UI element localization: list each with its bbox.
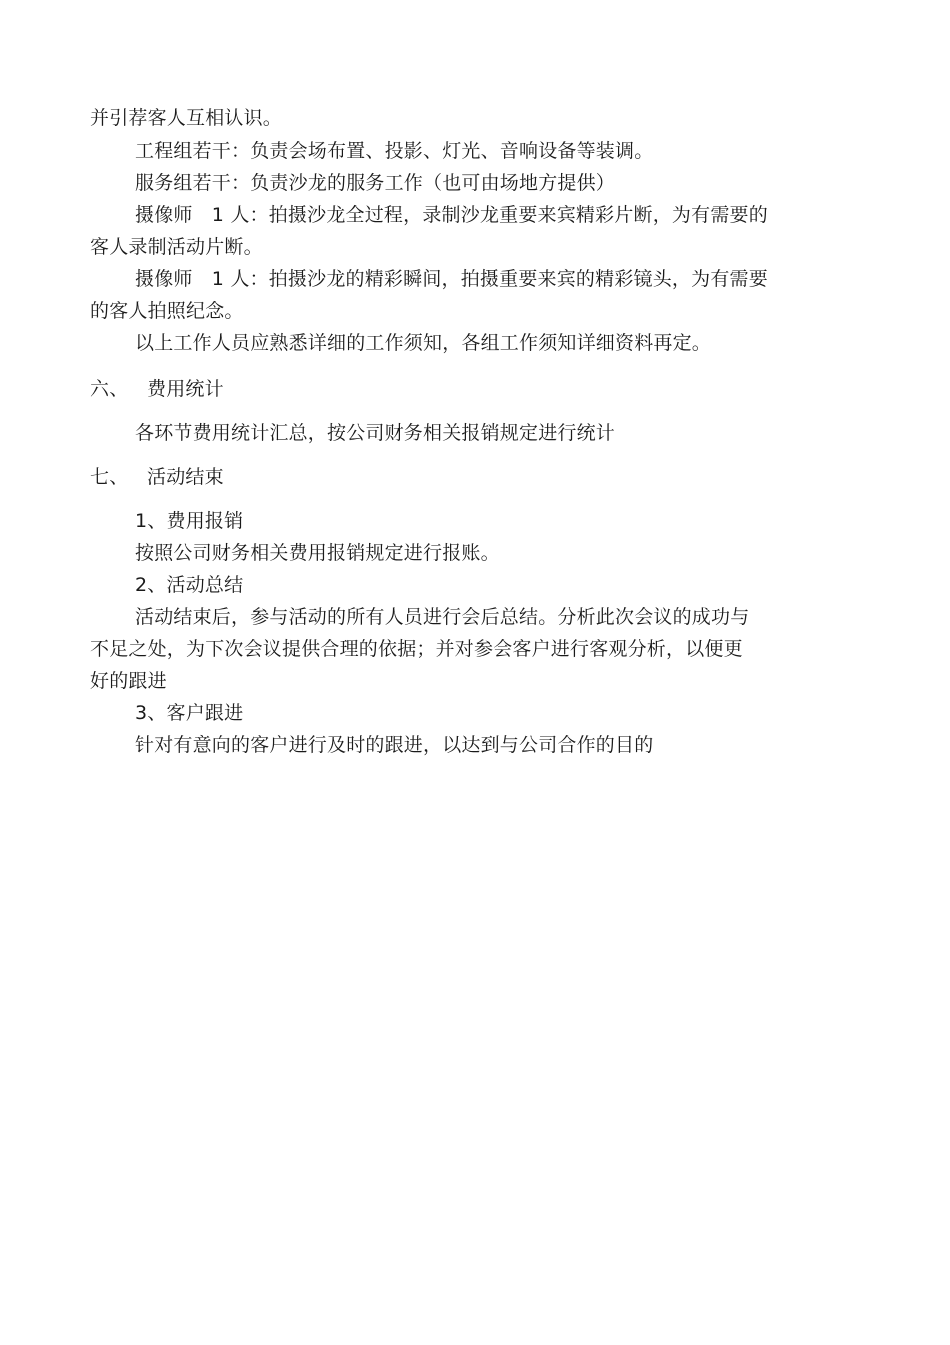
paragraph-line: 摄像师 1 人：拍摄沙龙全过程，录制沙龙重要来宾精彩片断，为有需要的 — [135, 204, 768, 226]
paragraph-line: 好的跟进 — [90, 670, 167, 692]
section-number: 七、 — [90, 466, 129, 488]
paragraph-line: 活动结束后，参与活动的所有人员进行会后总结。分析此次会议的成功与 — [135, 606, 750, 628]
paragraph-line: 以上工作人员应熟悉详细的工作须知，各组工作须知详细资料再定。 — [135, 332, 712, 354]
paragraph-line: 各环节费用统计汇总，按公司财务相关报销规定进行统计 — [135, 422, 616, 444]
section-number: 六、 — [90, 378, 129, 400]
subsection-heading: 3、客户跟进 — [135, 702, 244, 724]
paragraph-line: 按照公司财务相关费用报销规定进行报账。 — [135, 542, 500, 564]
paragraph-line: 摄像师 1 人：拍摄沙龙的精彩瞬间，拍摄重要来宾的精彩镜头，为有需要 — [135, 268, 768, 290]
paragraph-line: 不足之处，为下次会议提供合理的依据；并对参会客户进行客观分析，以便更 — [90, 638, 743, 660]
section-title: 活动结束 — [147, 466, 224, 488]
paragraph-line: 服务组若干：负责沙龙的服务工作（也可由场地方提供） — [135, 172, 616, 194]
paragraph-line: 并引荐客人互相认识。 — [90, 107, 283, 129]
subsection-heading: 1、费用报销 — [135, 510, 244, 532]
section-title: 费用统计 — [147, 378, 224, 400]
paragraph-line: 针对有意向的客户进行及时的跟进，以达到与公司合作的目的 — [135, 734, 654, 756]
paragraph-line: 客人录制活动片断。 — [90, 236, 263, 258]
subsection-heading: 2、活动总结 — [135, 574, 244, 596]
section-heading-six — [90, 377, 830, 401]
section-heading-seven — [90, 465, 830, 489]
paragraph-line: 工程组若干：负责会场布置、投影、灯光、音响设备等装调。 — [135, 140, 654, 162]
paragraph-line: 的客人拍照纪念。 — [90, 300, 244, 322]
